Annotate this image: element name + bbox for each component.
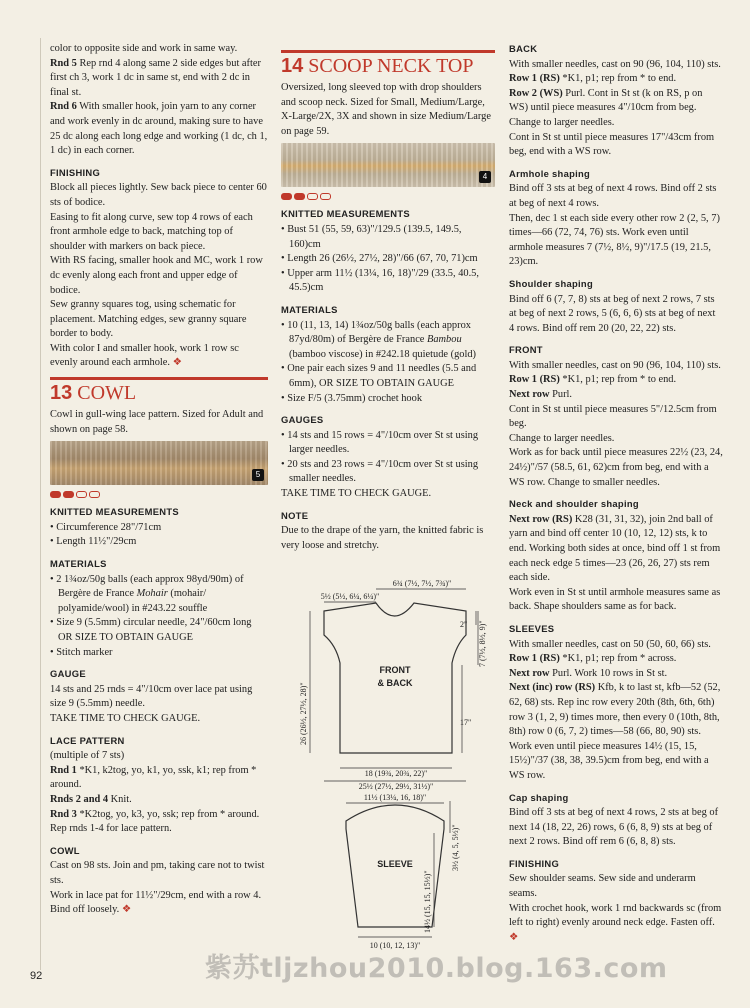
lace-pattern-heading: LACE PATTERN bbox=[50, 734, 125, 746]
finishing-p2: Easing to fit along curve, sew top 4 rows of each front armhole edge to back, matching top of shoulder with markers on back piece. bbox=[50, 211, 253, 252]
end-mark-icon: ❖ bbox=[509, 931, 519, 943]
cowl-section-heading: COWL bbox=[50, 844, 80, 856]
front-p3: Change to larger needles. bbox=[509, 432, 615, 444]
armhole-p2: Then, dec 1 st each side every other row 2 (2, 5, 7) times—66 (72, 74, 76) sts. Work even until armhole measures 7 (7½, 8½, 9)"/17.5 (19, 21.5, 23)cm. bbox=[509, 212, 720, 268]
front-heading: FRONT bbox=[509, 344, 543, 356]
cowl-material: • Stitch marker bbox=[50, 646, 113, 658]
end-mark-icon: ❖ bbox=[172, 357, 182, 369]
finishing-p5: With color I and smaller hook, work 1 row sc evenly around each armhole. ❖ bbox=[50, 342, 239, 369]
lace-rnd3: Rnd 3 *K2tog, yo, k3, yo, ssk; rep from * around. bbox=[50, 808, 260, 820]
armhole-p1: Bind off 3 sts at beg of next 4 rows. Bind off 2 sts at beg of next 4 rows. bbox=[509, 183, 717, 209]
sleeves-p1: With smaller needles, cast on 50 (50, 60, 66) sts. bbox=[509, 638, 711, 650]
intro-text: color to opposite side and work in same way. bbox=[50, 43, 238, 54]
cowl-measurement: • Length 11½"/29cm bbox=[50, 536, 137, 548]
front-next: Next row Purl. bbox=[509, 389, 573, 401]
sleeves-next: Next row Purl. Work 10 rows in St st. bbox=[509, 667, 668, 679]
sleeves-heading: SLEEVES bbox=[509, 622, 555, 634]
neck-row: Next row (RS) K28 (31, 31, 32), join 2nd ball of yarn and bind off center 10 (10, 12, 12) sts, k to end. Working both sides at once, bind off 1 st from each neck edge 5 times—23 (26, 26, 27) sts rem each side. bbox=[509, 513, 721, 584]
back-heading: BACK bbox=[509, 43, 538, 54]
scoop-material: • One pair each sizes 9 and 11 needles (5.5 and 6mm), OR SIZE TO OBTAIN GAUGE bbox=[281, 363, 477, 389]
scoop-measurement: • Bust 51 (55, 59, 63)"/129.5 (139.5, 149.5, 160)cm bbox=[281, 223, 462, 250]
scoop-title: 14 SCOOP NECK TOP bbox=[281, 50, 495, 77]
swatch-weight-icon: 4 bbox=[479, 171, 491, 183]
front-back-label: FRONT bbox=[379, 665, 411, 675]
back-row2: Row 2 (WS) Purl. Cont in St st (k on RS, p on WS) until piece measures 4"/10cm from beg. bbox=[509, 87, 703, 114]
back-p2: Change to larger needles. bbox=[509, 116, 615, 128]
scoop-measurement: • Length 26 (26½, 27½, 28)"/66 (67, 70, 71)cm bbox=[281, 253, 478, 265]
lace-rnd1: Rnd 1 *K1, k2tog, yo, k1, yo, ssk, k1; rep from * around. bbox=[50, 764, 257, 791]
cowl-gauge-heading: GAUGE bbox=[50, 668, 86, 680]
finishing-heading: FINISHING bbox=[50, 166, 101, 178]
rnd6-paragraph: Rnd 6 With smaller hook, join yarn to any corner and work evenly in dc around, making sure to have 25 dc along each long edge and working (1 dc, ch 1, 1 dc) in each corner. bbox=[50, 101, 268, 157]
shoulder-p1: Bind off 6 (7, 7, 8) sts at beg of next 2 rows, 7 sts at beg of next 2 rows, 5 (6, 6, 6) sts at beg of next 4 rows. Bind off rem 20 (20, 22, 22) sts. bbox=[509, 293, 716, 334]
cowl-p2: Work in lace pat for 11½"/29cm, end with a row 4. Bind off loosely. ❖ bbox=[50, 889, 262, 916]
skill-level-icon bbox=[50, 491, 268, 498]
neck-depth-label: 2" bbox=[460, 620, 468, 629]
front-row1: Row 1 (RS) *K1, p1; rep from * to end. bbox=[509, 374, 677, 386]
neck-width-label: 6¾ (7½, 7½, 7¾)" bbox=[392, 579, 452, 588]
cowl-gauge-check: TAKE TIME TO CHECK GAUGE. bbox=[50, 712, 201, 724]
watermark: 紫苏tljzhou2010.blog.163.com bbox=[205, 953, 668, 984]
cowl-material: • Size 9 (5.5mm) circular needle, 24"/60cm long OR SIZE TO OBTAIN GAUGE bbox=[50, 617, 252, 643]
cowl-title: 13 COWL bbox=[50, 377, 268, 404]
scoop-material: • Size F/5 (3.75mm) crochet hook bbox=[281, 392, 423, 404]
armhole-depth-label: 7 (7½, 8½, 9)" bbox=[478, 620, 487, 667]
cuff-width-label: 10 (10, 12, 13)" bbox=[369, 941, 421, 950]
lace-multiple: (multiple of 7 sts) bbox=[50, 750, 125, 762]
front-p1: With smaller needles, cast on 90 (96, 104, 110) sts. bbox=[509, 359, 721, 371]
cap-heading: Cap shaping bbox=[509, 791, 569, 803]
cowl-yarn-swatch-image bbox=[50, 441, 268, 485]
skill-level-icon bbox=[281, 193, 495, 200]
swatch-weight-icon: 5 bbox=[252, 469, 264, 481]
cowl-description: Cowl in gull-wing lace pattern. Sized for Adult and shown on page 58. bbox=[50, 409, 264, 435]
back-p3: Cont in St st until piece measures 17"/43cm from beg, end with a WS row. bbox=[509, 131, 715, 158]
scoop-material: • 10 (11, 13, 14) 1¾oz/50g balls (each approx 87yd/80m) of Bergère de France Bambou (bamboo viscose) in #242.18 quietude (gold) bbox=[281, 319, 476, 360]
final-finishing-p2: With crochet hook, work 1 rnd backwards sc (from left to right) evenly around neck edge. Fasten off. ❖ bbox=[509, 902, 722, 943]
neck-shoulder-heading: Neck and shoulder shaping bbox=[509, 498, 639, 510]
rnd5-paragraph: Rnd 5 Rep rnd 4 along same 2 side edges but after first ch 3, work 1 dc in same st, end with 2 dc in final st. bbox=[50, 57, 261, 98]
scoop-gauge: • 14 sts and 15 rows = 4"/10cm over St st using larger needles. bbox=[281, 429, 479, 456]
page-number: 92 bbox=[30, 970, 43, 982]
sleeve-top-label: 11½ (13¼, 16, 18)" bbox=[363, 793, 427, 802]
lace-rnds24: Rnds 2 and 4 Knit. bbox=[50, 793, 132, 805]
sleeves-inc: Next (inc) row (RS) Kfb, k to last st, kfb—52 (52, 62, 68) sts. Rep inc row every 20th (8th, 6th, 6th) row 3 (1, 2, 9) times more, then every 0 (10th, 8th, 8th) row 0 (6, 7, 2) times—58 (66, 80, 90) sts. bbox=[509, 682, 721, 738]
cowl-materials-heading: MATERIALS bbox=[50, 558, 107, 570]
scoop-materials-heading: MATERIALS bbox=[281, 303, 338, 315]
scoop-gauge-check: TAKE TIME TO CHECK GAUGE. bbox=[281, 488, 432, 500]
front-back-label: & BACK bbox=[377, 678, 413, 688]
back-row1: Row 1 (RS) *K1, p1; rep from * to end. bbox=[509, 73, 677, 85]
sleeves-p2: Work even until piece measures 14½ (15, 15, 15½)"/37 (38, 38, 39.5)cm from beg, end with a WS row. bbox=[509, 740, 709, 781]
scoop-measurements-heading: KNITTED MEASUREMENTS bbox=[281, 208, 410, 220]
front-p4: Work as for back until piece measures 22½ (23, 24, 24½)"/57 (58.5, 61, 62)cm from beg, end with a WS row. Change to smaller needles. bbox=[509, 447, 723, 488]
column-1 bbox=[50, 42, 268, 918]
cowl-measurement: • Circumference 28"/71cm bbox=[50, 521, 162, 533]
scoop-gauges-heading: GAUGES bbox=[281, 414, 324, 426]
back-p1: With smaller needles, cast on 90 (96, 104, 110) sts. bbox=[509, 58, 721, 70]
total-length-label: 26 (26½, 27½, 28)" bbox=[299, 682, 308, 745]
scoop-measurement: • Upper arm 11½ (13¼, 16, 18)"/29 (33.5, 40.5, 45.5)cm bbox=[281, 267, 479, 294]
cowl-material: • 2 1¾oz/50g balls (each approx 98yd/90m) of Bergère de France Mohair (mohair/ polyamide/wool) in #243.22 souffle bbox=[50, 573, 244, 614]
shoulder-width-label: 5½ (5½, 6¼, 6¼)" bbox=[320, 592, 380, 601]
body-length-label: 17" bbox=[460, 718, 472, 727]
margin-rule bbox=[40, 38, 41, 970]
sleeves-row1: Row 1 (RS) *K1, p1; rep from * across. bbox=[509, 653, 677, 665]
scoop-yarn-swatch-image bbox=[281, 143, 495, 187]
finishing-p1: Block all pieces lightly. Sew back piece to center 60 sts of bodice. bbox=[50, 182, 267, 208]
cowl-measurements-heading: KNITTED MEASUREMENTS bbox=[50, 506, 179, 518]
end-mark-icon: ❖ bbox=[121, 904, 132, 916]
shoulder-heading: Shoulder shaping bbox=[509, 277, 593, 289]
cap-depth-label: 3½ (4, 5, 5½)" bbox=[451, 824, 460, 871]
schematic-diagram bbox=[282, 575, 508, 955]
finishing-p4: Sew granny squares tog, using schematic for placement. Matching edges, sew granny square border to body. bbox=[50, 299, 247, 340]
front-p2: Cont in St st until piece measures 5"/12.5cm from beg. bbox=[509, 403, 717, 430]
lace-rep: Rep rnds 1-4 for lace pattern. bbox=[50, 823, 172, 835]
column-3 bbox=[509, 42, 723, 945]
final-finishing-heading: FINISHING bbox=[509, 857, 560, 869]
note-heading: NOTE bbox=[281, 509, 309, 521]
scoop-gauge: • 20 sts and 23 rows = 4"/10cm over St st using smaller needles. bbox=[281, 458, 479, 485]
final-finishing-p1: Sew shoulder seams. Sew side and underarm seams. bbox=[509, 873, 696, 900]
column-2 bbox=[281, 42, 495, 553]
armhole-heading: Armhole shaping bbox=[509, 167, 591, 179]
neck-p2: Work even in St st until armhole measures same as back. Shape shoulders same as for back. bbox=[509, 586, 721, 613]
hem-width-label: 18 (19¾, 20¾, 22)" bbox=[364, 769, 428, 778]
sleeve-label: SLEEVE bbox=[377, 859, 413, 869]
cap-p1: Bind off 3 sts at beg of next 4 rows, 2 sts at beg of next 14 (18, 22, 26) rows, 6 (6, 8, 9) sts at beg of next 2 rows. Bind off rem 6 (6, 8, 8) sts. bbox=[509, 807, 719, 848]
scoop-description: Oversized, long sleeved top with drop shoulders and scoop neck. Sized for Small, Medium/Large, X-Large/2X, 3X and shown in size Medium/Large on page 59. bbox=[281, 82, 491, 137]
cowl-gauge-text: 14 sts and 25 rnds = 4"/10cm over lace pat using size 9 (5.5mm) needle. bbox=[50, 683, 253, 710]
sleeve-length-label: 14½ (15, 15, 15½)" bbox=[423, 870, 432, 933]
cowl-p1: Cast on 98 sts. Join and pm, taking care not to twist sts. bbox=[50, 860, 265, 886]
finishing-p3: With RS facing, smaller hook and MC, work 1 row dc evenly along each front and upper edge of bodice. bbox=[50, 255, 263, 296]
full-width-label: 25½ (27½, 29½, 31½)" bbox=[358, 782, 434, 791]
note-text: Due to the drape of the yarn, the knitted fabric is very loose and stretchy. bbox=[281, 525, 484, 551]
